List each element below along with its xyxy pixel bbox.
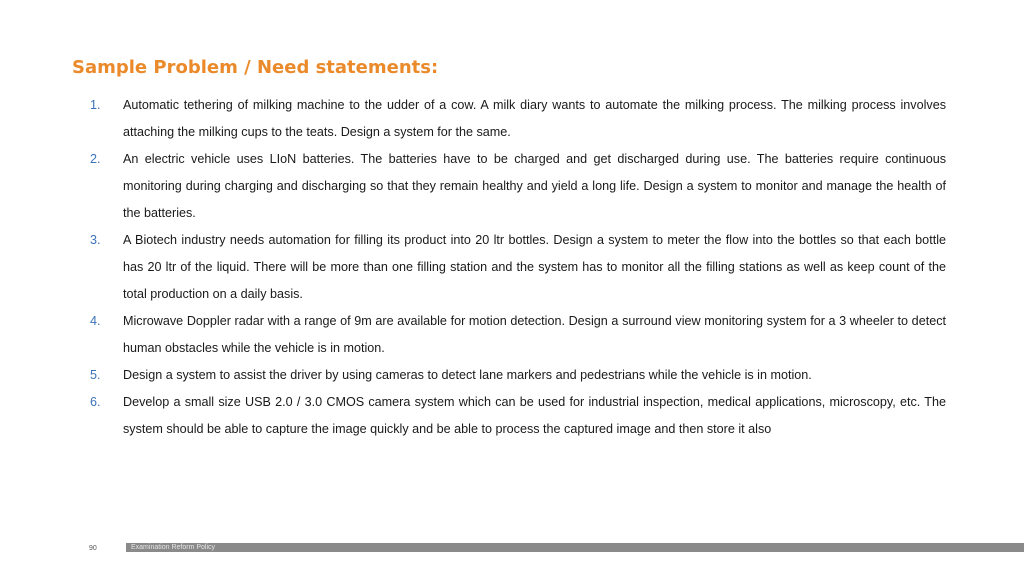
- footer-label: Examination Reform Policy: [131, 544, 216, 551]
- list-item-text: Design a system to assist the driver by using cameras to detect lane markers and pedestrians while the vehicle is in motion.: [123, 368, 812, 382]
- list-item-number: 6.: [90, 395, 101, 409]
- list-item-text: Automatic tethering of milking machine to the udder of a cow. A milk diary wants to automate the milking process. The milking process involves attaching the milking cups to the teats. Design a system for the same.: [123, 98, 946, 139]
- slide-title: Sample Problem / Need statements:: [72, 57, 439, 78]
- problem-list: [90, 92, 946, 443]
- problem-item-5: [90, 362, 946, 389]
- list-item-text: Microwave Doppler radar with a range of 9m are available for motion detection. Design a surround view monitoring system for a 3 wheeler to detect human obstacles while the vehicle is in motion.: [123, 314, 946, 355]
- list-item-number: 2.: [90, 152, 101, 166]
- list-item-number: 1.: [90, 98, 101, 112]
- list-item-number: 4.: [90, 314, 101, 328]
- footer-bar: [126, 543, 1024, 552]
- list-item-number: 3.: [90, 233, 101, 247]
- problem-item-3: [90, 227, 946, 308]
- list-item-text: A Biotech industry needs automation for filling its product into 20 ltr bottles. Design a system to meter the flow into the bottles so that each bottle has 20 ltr of the liquid. There will be more than one filling station and the system has to monitor all the filling stations as well as keep count of the total production on a daily basis.: [123, 233, 946, 301]
- list-item-text: Develop a small size USB 2.0 / 3.0 CMOS camera system which can be used for industrial inspection, medical applications, microscopy, etc. The system should be able to capture the image quickly and be able to process the captured image and then store it also: [123, 395, 946, 436]
- problem-item-2: [90, 146, 946, 227]
- problem-item-6: [90, 389, 946, 443]
- page-number: 90: [89, 545, 97, 552]
- list-item-number: 5.: [90, 368, 101, 382]
- list-item-text: An electric vehicle uses LIoN batteries. The batteries have to be charged and get discharged during use. The batteries require continuous monitoring during charging and discharging so that they remain healthy and yield a long life. Design a system to monitor and manage the health of the batteries.: [123, 152, 946, 220]
- problem-item-4: [90, 308, 946, 362]
- problem-item-1: [90, 92, 946, 146]
